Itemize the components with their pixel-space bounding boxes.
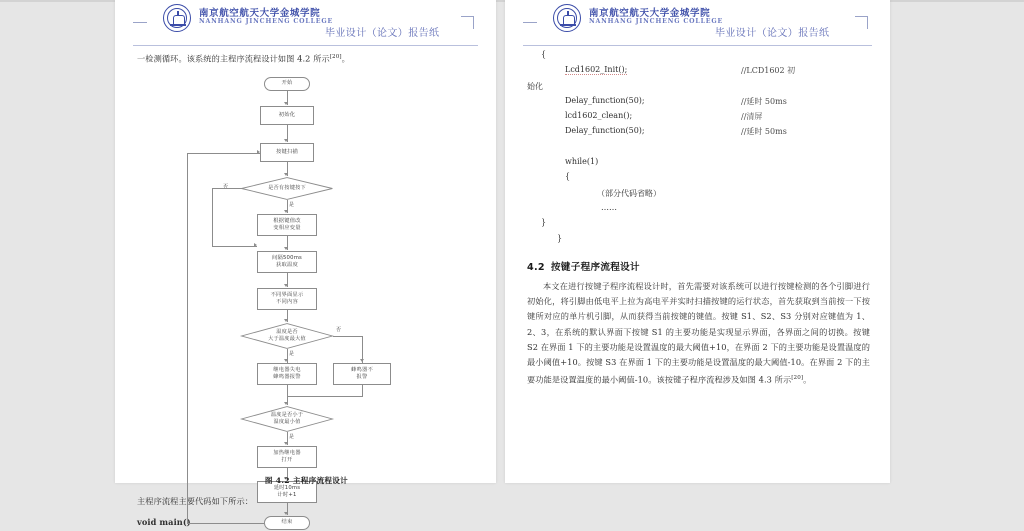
section-title: 按键子程序流程设计 (550, 261, 640, 273)
code-text: （部分代码省略） (597, 188, 661, 198)
flow-arrow-noalarm (360, 359, 364, 362)
page-header-left (115, 0, 496, 46)
code-block (527, 50, 870, 249)
flow-arrow-dmax (284, 319, 288, 322)
intro-text: 一检测循环。该系统的主程序流程设计如图 4.2 所示 (137, 53, 330, 64)
flow-edge-max-no-h (333, 336, 363, 337)
section-number: 4.2 (527, 261, 545, 273)
code-text: Delay_function(50); (565, 95, 645, 105)
code-line (527, 111, 870, 126)
flow-arrow-setvar (284, 210, 288, 213)
code-text: { (541, 50, 547, 59)
header-corner-mark (461, 16, 474, 29)
header-doc-title: 毕业设计（论文）报告纸 (715, 28, 830, 39)
code-line (527, 65, 870, 80)
flow-node-end-label: 结束 (281, 519, 293, 526)
code-line (527, 81, 870, 96)
section-paragraph-tail: 。 (803, 374, 812, 385)
flow-edge-noalarm-join-h (287, 396, 363, 397)
university-name-cn: 南京航空航天大学金城学院 (589, 8, 711, 19)
flow-node-get-temperature-label: 间隔500ms 获取温度 (271, 254, 303, 269)
section-paragraph-citation: [20] (791, 374, 804, 381)
flow-node-set-variable (257, 214, 317, 236)
flow-node-decision-temp-min (241, 406, 333, 432)
flow-edge-loop-h (187, 523, 264, 524)
flow-node-get-temperature (257, 251, 317, 273)
code-line (527, 172, 870, 187)
university-crest-icon (163, 4, 191, 32)
code-line (527, 203, 870, 218)
flow-arrow-loop (257, 150, 260, 154)
code-line (527, 126, 870, 141)
code-text: Delay_function(50); (565, 126, 645, 136)
flow-node-decision-temp-max-label: 温度是否 大于温度最大值 (268, 329, 306, 343)
code-line (527, 157, 870, 172)
flow-label-max-yes: 是 (289, 351, 295, 358)
header-corner-mark (855, 16, 868, 29)
code-comment: //延时 50ms (741, 127, 787, 137)
flow-node-relay-buzzer-alarm-label: 继电器失电 蜂鸣器报警 (273, 366, 301, 381)
flow-node-key-scan (260, 143, 314, 162)
code-text: Lcd1602_Init(); (565, 65, 628, 75)
flow-node-init (260, 106, 314, 125)
header-doc-title: 毕业设计（论文）报告纸 (325, 28, 440, 39)
section-paragraph-text: 本文在进行按键子程序流程设计时，首先需要对该系统可以进行按键检测的各个引脚进行初始化，将引脚由低电平上拉为高电平并实时扫描按键的运行状态，首先获取到当前按一下按键所对应的单片机引脚，从而获得当前按键的键值。按键 S1、S2、S3 分别对应键值为 1、2、3，在系统的默认界面下按键 S1 的主要功能是实现显示界面，各界面之间的切换。按键 S2 在界面 1 下的主要功能是设置温度的最大阈值+10，在界面 2 下的主要功能是设置温度的最小阈值+10。按键 S3 在界面 1 下的主要功能是设置温度的最大阈值-10。在界面 2 下的主要功能是设置温度的最小阈值-10。该按键子程序流程涉及如图 4.3 所示 (527, 280, 870, 385)
university-crest-icon (553, 4, 581, 32)
intro-tail: 。 (341, 53, 350, 64)
code-text: lcd1602_clean(); (565, 111, 633, 121)
code-text: } (541, 218, 547, 228)
flow-node-buzzer-no-alarm (333, 363, 391, 385)
flow-edge-alarm-join (287, 385, 288, 396)
code-line-blank (527, 142, 870, 157)
flow-edge-loop-v (187, 153, 188, 524)
flow-node-heater-relay-on (257, 446, 317, 468)
flow-node-buzzer-no-alarm-label: 蜂鸣器不 报警 (351, 366, 373, 381)
code-text: 始化 (527, 81, 543, 91)
flow-edge-key-no-h (212, 188, 242, 189)
flow-arrow-ui (284, 284, 288, 287)
figure-caption: 图 4.2 主程序流程设计 (264, 476, 349, 486)
code-comment: //延时 50ms (741, 96, 787, 106)
flow-edge-key-no-join (212, 246, 257, 247)
flow-node-decision-key-label: 是否有按键按下 (268, 185, 306, 192)
document-page-right[interactable] (505, 0, 890, 483)
university-name-en: NANHANG JINCHENG COLLEGE (199, 18, 334, 25)
document-page-left[interactable] (115, 0, 496, 528)
flow-arrow-end (284, 512, 288, 515)
flow-arrow-dmin (284, 402, 288, 405)
flow-node-decision-key-pressed (241, 177, 333, 200)
flow-node-set-variable-label: 根据键值改 变相应变量 (273, 217, 301, 232)
section-paragraph (527, 279, 870, 388)
code-text: while(1) (565, 157, 599, 167)
section-heading (527, 259, 870, 273)
flow-node-ui-display (257, 288, 317, 310)
flow-node-decision-temp-min-label: 温度是否小于 温度最小值 (270, 412, 304, 426)
code-text: …… (601, 202, 617, 212)
flow-node-delay-counter-label: 延时10ms 计时+1 (273, 484, 301, 499)
flow-node-decision-temp-max (241, 323, 333, 349)
flow-edge-key-no-v (212, 188, 213, 246)
page-body-right (527, 50, 870, 388)
flow-arrow-alarm (284, 359, 288, 362)
flow-arrow-temp (284, 247, 288, 250)
university-name-en: NANHANG JINCHENG COLLEGE (589, 18, 724, 25)
university-name-cn: 南京航空航天大学金城学院 (199, 8, 321, 19)
header-rule (523, 45, 872, 46)
flow-arrow-heat (284, 442, 288, 445)
code-line (527, 218, 870, 233)
intro-citation: [20] (329, 54, 342, 60)
flow-label-key-yes: 是 (289, 202, 295, 209)
intro-paragraph (137, 50, 476, 67)
code-comment: //LCD1602 初 (741, 66, 796, 76)
code-line (527, 50, 870, 65)
flow-arrow-init (284, 102, 288, 105)
flow-arrow-decision-key (284, 173, 288, 176)
flow-node-start (264, 77, 310, 91)
flow-label-min-yes: 是 (289, 434, 295, 441)
flow-node-start-label: 开始 (281, 80, 293, 87)
code-line (527, 188, 870, 203)
flow-node-end (264, 516, 310, 530)
code-text: } (557, 233, 563, 243)
flow-node-relay-buzzer-alarm (257, 363, 317, 385)
flow-node-heater-relay-on-label: 加热继电器 打开 (273, 449, 301, 464)
flow-label-max-no: 否 (336, 327, 342, 334)
header-left-dash (133, 22, 147, 23)
flow-edge-loop-top (187, 153, 260, 154)
flow-node-ui-display-label: 不同界面显示 不同内容 (270, 291, 304, 306)
code-text: { (565, 172, 571, 182)
header-left-dash (523, 22, 537, 23)
flow-label-key-no: 否 (223, 184, 229, 191)
after-figure-text: 主程序流程主要代码如下所示： (137, 496, 254, 507)
flow-arrow-scan (284, 139, 288, 142)
page-header-right (505, 0, 890, 46)
code-first-line: void main() (137, 517, 191, 528)
page-body-left (137, 50, 476, 531)
code-line (527, 96, 870, 111)
flow-node-init-label: 初始化 (278, 111, 296, 118)
flow-arrow-key-no-join (254, 243, 257, 247)
code-comment: //清屏 (741, 112, 763, 122)
flow-node-key-scan-label: 按键扫描 (276, 148, 298, 155)
header-rule (133, 45, 478, 46)
code-line (527, 234, 870, 249)
